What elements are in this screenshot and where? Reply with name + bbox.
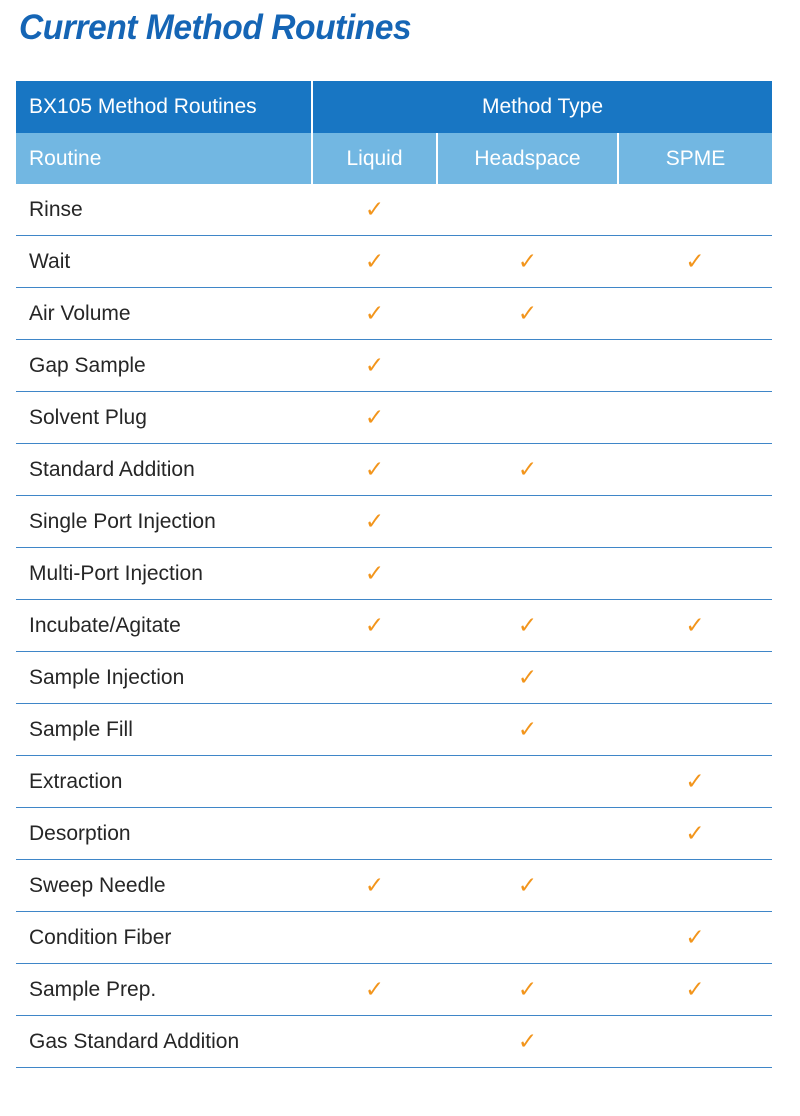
table-header bbox=[16, 81, 772, 184]
table-row bbox=[16, 288, 772, 340]
spme-cell bbox=[618, 496, 772, 548]
spme-cell bbox=[618, 964, 772, 1016]
checkmark-icon: ✓ bbox=[364, 560, 385, 587]
headspace-cell bbox=[437, 756, 618, 808]
routine-name: Desorption bbox=[16, 808, 312, 860]
spme-cell bbox=[618, 184, 772, 236]
headspace-cell bbox=[437, 288, 618, 340]
liquid-cell bbox=[312, 860, 437, 912]
table-row bbox=[16, 704, 772, 756]
routine-name: Gas Standard Addition bbox=[16, 1016, 312, 1068]
table-row bbox=[16, 912, 772, 964]
method-type-header: Method Type bbox=[312, 81, 772, 133]
routine-name: Wait bbox=[16, 236, 312, 288]
liquid-cell bbox=[312, 964, 437, 1016]
routine-name: Sample Injection bbox=[16, 652, 312, 704]
headspace-cell bbox=[437, 496, 618, 548]
liquid-cell bbox=[312, 912, 437, 964]
checkmark-icon: ✓ bbox=[685, 924, 705, 951]
checkmark-icon: ✓ bbox=[364, 872, 385, 899]
headspace-cell bbox=[437, 600, 618, 652]
liquid-cell bbox=[312, 600, 437, 652]
headspace-cell bbox=[437, 548, 618, 600]
spme-cell bbox=[618, 444, 772, 496]
spme-cell bbox=[618, 340, 772, 392]
table-row bbox=[16, 184, 772, 236]
headspace-cell bbox=[437, 340, 618, 392]
checkmark-icon: ✓ bbox=[517, 716, 538, 743]
spme-cell bbox=[618, 548, 772, 600]
routine-column-header: Routine bbox=[16, 133, 312, 184]
routine-name: Rinse bbox=[16, 184, 312, 236]
table-row bbox=[16, 392, 772, 444]
headspace-cell bbox=[437, 1016, 618, 1068]
headspace-cell bbox=[437, 392, 618, 444]
spme-cell bbox=[618, 912, 772, 964]
table-row bbox=[16, 340, 772, 392]
spme-column-header: SPME bbox=[618, 133, 772, 184]
checkmark-icon: ✓ bbox=[364, 976, 385, 1003]
headspace-cell bbox=[437, 236, 618, 288]
liquid-cell bbox=[312, 808, 437, 860]
headspace-cell bbox=[437, 860, 618, 912]
table-body bbox=[16, 184, 772, 1068]
liquid-cell bbox=[312, 392, 437, 444]
liquid-cell bbox=[312, 288, 437, 340]
spme-cell bbox=[618, 236, 772, 288]
spme-cell bbox=[618, 288, 772, 340]
checkmark-icon: ✓ bbox=[685, 768, 705, 795]
headspace-cell bbox=[437, 184, 618, 236]
liquid-cell bbox=[312, 444, 437, 496]
table-row bbox=[16, 808, 772, 860]
table-row bbox=[16, 964, 772, 1016]
checkmark-icon: ✓ bbox=[685, 612, 705, 639]
spme-cell bbox=[618, 756, 772, 808]
headspace-cell bbox=[437, 444, 618, 496]
table-row bbox=[16, 444, 772, 496]
table-row bbox=[16, 496, 772, 548]
table-name-header: BX105 Method Routines bbox=[16, 81, 312, 133]
table-row bbox=[16, 548, 772, 600]
liquid-cell bbox=[312, 548, 437, 600]
spme-cell bbox=[618, 652, 772, 704]
header-row-columns bbox=[16, 133, 772, 184]
spme-cell bbox=[618, 600, 772, 652]
checkmark-icon: ✓ bbox=[517, 664, 538, 691]
liquid-cell bbox=[312, 184, 437, 236]
table-row bbox=[16, 652, 772, 704]
liquid-cell bbox=[312, 496, 437, 548]
headspace-cell bbox=[437, 808, 618, 860]
spme-cell bbox=[618, 808, 772, 860]
checkmark-icon: ✓ bbox=[517, 1028, 538, 1055]
checkmark-icon: ✓ bbox=[685, 976, 705, 1003]
routine-name: Solvent Plug bbox=[16, 392, 312, 444]
table-row bbox=[16, 600, 772, 652]
routine-name: Extraction bbox=[16, 756, 312, 808]
table-row bbox=[16, 1016, 772, 1068]
spme-cell bbox=[618, 860, 772, 912]
checkmark-icon: ✓ bbox=[517, 248, 538, 275]
headspace-cell bbox=[437, 964, 618, 1016]
checkmark-icon: ✓ bbox=[364, 456, 385, 483]
checkmark-icon: ✓ bbox=[517, 456, 538, 483]
routine-name: Incubate/Agitate bbox=[16, 600, 312, 652]
liquid-cell bbox=[312, 340, 437, 392]
spme-cell bbox=[618, 704, 772, 756]
routine-name: Condition Fiber bbox=[16, 912, 312, 964]
page-title: Current Method Routines bbox=[19, 8, 412, 47]
liquid-cell bbox=[312, 704, 437, 756]
checkmark-icon: ✓ bbox=[364, 248, 385, 275]
liquid-cell bbox=[312, 1016, 437, 1068]
checkmark-icon: ✓ bbox=[364, 508, 385, 535]
checkmark-icon: ✓ bbox=[364, 300, 385, 327]
liquid-cell bbox=[312, 652, 437, 704]
routine-name: Sample Prep. bbox=[16, 964, 312, 1016]
header-row-top bbox=[16, 81, 772, 133]
liquid-cell bbox=[312, 756, 437, 808]
method-routines-table-container bbox=[16, 81, 772, 1068]
liquid-cell bbox=[312, 236, 437, 288]
checkmark-icon: ✓ bbox=[364, 404, 385, 431]
headspace-cell bbox=[437, 652, 618, 704]
headspace-cell bbox=[437, 704, 618, 756]
table-row bbox=[16, 756, 772, 808]
headspace-cell bbox=[437, 912, 618, 964]
table-row bbox=[16, 236, 772, 288]
liquid-column-header: Liquid bbox=[312, 133, 437, 184]
checkmark-icon: ✓ bbox=[364, 196, 385, 223]
checkmark-icon: ✓ bbox=[685, 820, 705, 847]
routine-name: Gap Sample bbox=[16, 340, 312, 392]
routine-name: Multi-Port Injection bbox=[16, 548, 312, 600]
routine-name: Air Volume bbox=[16, 288, 312, 340]
checkmark-icon: ✓ bbox=[517, 612, 538, 639]
table-row bbox=[16, 860, 772, 912]
routine-name: Sweep Needle bbox=[16, 860, 312, 912]
method-routines-table bbox=[16, 81, 772, 1068]
spme-cell bbox=[618, 1016, 772, 1068]
headspace-column-header: Headspace bbox=[437, 133, 618, 184]
checkmark-icon: ✓ bbox=[517, 300, 538, 327]
routine-name: Sample Fill bbox=[16, 704, 312, 756]
checkmark-icon: ✓ bbox=[517, 872, 538, 899]
routine-name: Standard Addition bbox=[16, 444, 312, 496]
spme-cell bbox=[618, 392, 772, 444]
checkmark-icon: ✓ bbox=[517, 976, 538, 1003]
checkmark-icon: ✓ bbox=[364, 352, 385, 379]
checkmark-icon: ✓ bbox=[364, 612, 385, 639]
routine-name: Single Port Injection bbox=[16, 496, 312, 548]
checkmark-icon: ✓ bbox=[685, 248, 705, 275]
